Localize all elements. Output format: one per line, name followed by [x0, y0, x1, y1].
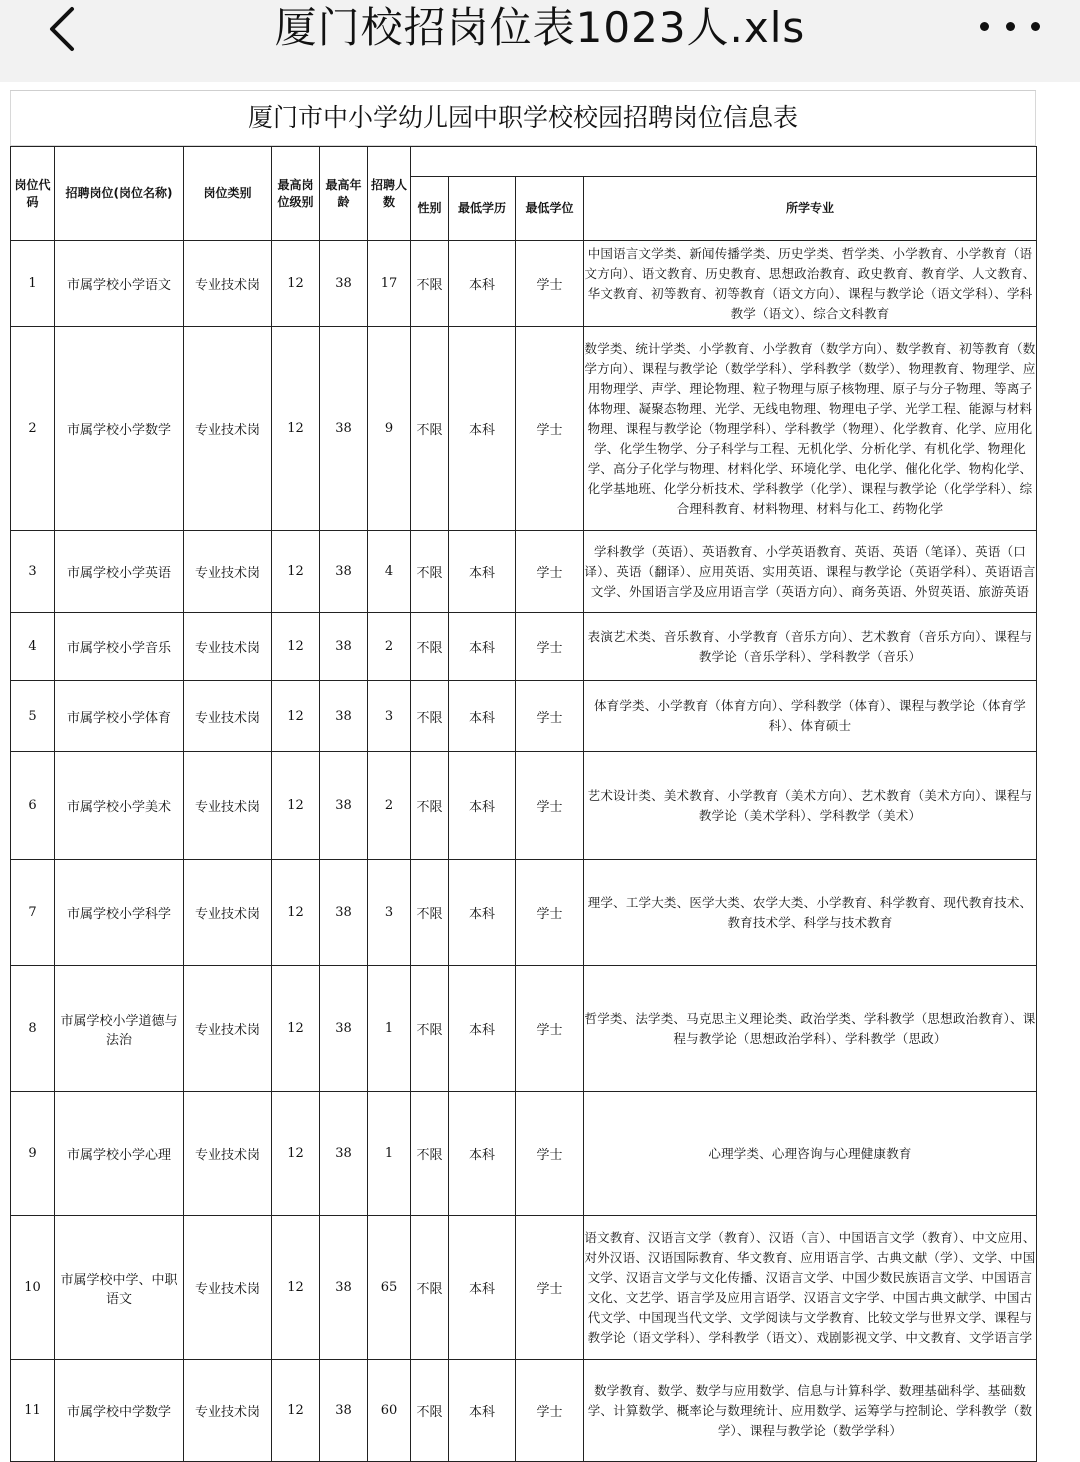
- cell-headcount[interactable]: 2: [368, 613, 411, 681]
- cell-major[interactable]: 数学类、统计学类、小学教育、小学教育（数学方向）、数学教育、初等教育（数学方向）、课程与教学论（数学学科）、学科教学（数学）、物理教育、物理学、应用物理学、声学、理论物理、粒子物理与原子核物理、原子与分子物理、等离子体物理、凝聚态物理、光学、无线电物理、物理电子学、光学工程、能源与材料物理、课程与教学论（物理学科）、学科教学（物理）、化学教育、化学、应用化学、化学生物学、分子科学与工程、无机化学、分析化学、有机化学、物理化学、高分子化学与物理、材料化学、环境化学、电化学、催化化学、物构化学、化学基地班、化学分析技术、学科教学（化学）、课程与教学论（化学学科）、综合理科教育、材料物理、材料与化工、药物化学: [584, 327, 1037, 531]
- table-row: [11, 1216, 1037, 1360]
- cell-gender[interactable]: 不限: [411, 860, 449, 966]
- header-category: 岗位类别: [184, 147, 272, 241]
- top-bar: [0, 0, 1080, 82]
- cell-major[interactable]: 中国语言文学类、新闻传播学类、历史学类、哲学类、小学教育、小学教育（语文方向）、语文教育、历史教育、思想政治教育、政史教育、教育学、人文教育、华文教育、初等教育、初等教育（语文方向）、课程与教学论（语文学科）、学科教学（语文）、综合文科教育: [584, 241, 1037, 327]
- cell-max-level[interactable]: 12: [272, 613, 320, 681]
- cell-position[interactable]: 市属学校小学科学: [55, 860, 184, 966]
- sheet-top-row: [10, 82, 1036, 91]
- cell-education[interactable]: 本科: [449, 860, 516, 966]
- cell-major[interactable]: 学科教学（英语）、英语教育、小学英语教育、英语、英语（笔译）、英语（口译）、英语（翻译）、应用英语、实用英语、课程与教学论（英语学科）、英语语言文学、外国语言学及应用语言学（英语方向）、商务英语、外贸英语、旅游英语: [584, 531, 1037, 613]
- cell-max-level[interactable]: 12: [272, 681, 320, 752]
- cell-major[interactable]: 心理学类、心理咨询与心理健康教育: [584, 1092, 1037, 1216]
- cell-headcount[interactable]: 60: [368, 1360, 411, 1462]
- cell-code[interactable]: 2: [11, 327, 55, 531]
- table-row: [11, 241, 1037, 327]
- cell-category[interactable]: 专业技术岗: [184, 1092, 272, 1216]
- cell-category[interactable]: 专业技术岗: [184, 752, 272, 860]
- cell-major[interactable]: 表演艺术类、音乐教育、小学教育（音乐方向）、艺术教育（音乐方向）、课程与教学论（音乐学科）、学科教学（音乐）: [584, 613, 1037, 681]
- cell-max-age[interactable]: 38: [320, 752, 368, 860]
- spreadsheet[interactable]: [10, 82, 1036, 1462]
- cell-gender[interactable]: 不限: [411, 241, 449, 327]
- cell-gender[interactable]: 不限: [411, 531, 449, 613]
- cell-position[interactable]: 市属学校中学数学: [55, 1360, 184, 1462]
- cell-position[interactable]: 市属学校小学美术: [55, 752, 184, 860]
- cell-education[interactable]: 本科: [449, 241, 516, 327]
- cell-major[interactable]: 数学教育、数学、数学与应用数学、信息与计算科学、数理基础科学、基础数学、计算数学、概率论与数理统计、应用数学、运筹学与控制论、学科教学（数学）、课程与教学论（数学学科）: [584, 1360, 1037, 1462]
- cell-code[interactable]: 6: [11, 752, 55, 860]
- cell-degree[interactable]: 学士: [516, 531, 584, 613]
- cell-code[interactable]: 8: [11, 966, 55, 1092]
- cell-headcount[interactable]: 4: [368, 531, 411, 613]
- cell-headcount[interactable]: 1: [368, 1092, 411, 1216]
- cell-max-level[interactable]: 12: [272, 860, 320, 966]
- cell-gender[interactable]: 不限: [411, 327, 449, 531]
- sheet-title: 厦门市中小学幼儿园中职学校校园招聘岗位信息表: [10, 91, 1036, 146]
- more-icon: [980, 22, 989, 31]
- cell-category[interactable]: 专业技术岗: [184, 327, 272, 531]
- header-headcount: 招聘人数: [368, 147, 411, 241]
- cell-max-age[interactable]: 38: [320, 966, 368, 1092]
- cell-category[interactable]: 专业技术岗: [184, 1216, 272, 1360]
- cell-degree[interactable]: 学士: [516, 1360, 584, 1462]
- cell-education[interactable]: 本科: [449, 752, 516, 860]
- cell-position[interactable]: 市属学校小学语文: [55, 241, 184, 327]
- cell-max-level[interactable]: 12: [272, 1216, 320, 1360]
- cell-degree[interactable]: 学士: [516, 1092, 584, 1216]
- cell-position[interactable]: 市属学校小学道德与法治: [55, 966, 184, 1092]
- cell-category[interactable]: 专业技术岗: [184, 966, 272, 1092]
- cell-degree[interactable]: 学士: [516, 1216, 584, 1360]
- header-major: 所学专业: [584, 177, 1037, 241]
- cell-degree[interactable]: 学士: [516, 752, 584, 860]
- cell-degree[interactable]: 学士: [516, 681, 584, 752]
- cell-headcount[interactable]: 3: [368, 860, 411, 966]
- cell-gender[interactable]: 不限: [411, 1216, 449, 1360]
- cell-category[interactable]: 专业技术岗: [184, 241, 272, 327]
- cell-degree[interactable]: 学士: [516, 860, 584, 966]
- cell-max-level[interactable]: 12: [272, 531, 320, 613]
- cell-headcount[interactable]: 65: [368, 1216, 411, 1360]
- cell-major[interactable]: 体育学类、小学教育（体育方向）、学科教学（体育）、课程与教学论（体育学科）、体育硕士: [584, 681, 1037, 752]
- header-code: 岗位代码: [11, 147, 55, 241]
- cell-code[interactable]: 5: [11, 681, 55, 752]
- cell-gender[interactable]: 不限: [411, 966, 449, 1092]
- cell-education[interactable]: 本科: [449, 681, 516, 752]
- more-options-button[interactable]: [980, 14, 1040, 38]
- cell-major[interactable]: 艺术设计类、美术教育、小学教育（美术方向）、艺术教育（美术方向）、课程与教学论（美术学科）、学科教学（美术）: [584, 752, 1037, 860]
- cell-education[interactable]: 本科: [449, 327, 516, 531]
- cell-degree[interactable]: 学士: [516, 613, 584, 681]
- cell-gender[interactable]: 不限: [411, 681, 449, 752]
- cell-headcount[interactable]: 17: [368, 241, 411, 327]
- cell-position[interactable]: 市属学校小学数学: [55, 327, 184, 531]
- cell-code[interactable]: 1: [11, 241, 55, 327]
- cell-max-level[interactable]: 12: [272, 752, 320, 860]
- cell-position[interactable]: 市属学校中学、中职语文: [55, 1216, 184, 1360]
- cell-category[interactable]: 专业技术岗: [184, 1360, 272, 1462]
- cell-category[interactable]: 专业技术岗: [184, 681, 272, 752]
- header-gender: 性别: [411, 177, 449, 241]
- cell-degree[interactable]: 学士: [516, 241, 584, 327]
- header-max-age: 最高年龄: [320, 147, 368, 241]
- cell-max-age[interactable]: 38: [320, 860, 368, 966]
- cell-education[interactable]: 本科: [449, 1216, 516, 1360]
- cell-gender[interactable]: 不限: [411, 613, 449, 681]
- cell-degree[interactable]: 学士: [516, 327, 584, 531]
- cell-major[interactable]: 理学、工学大类、医学大类、农学大类、小学教育、科学教育、现代教育技术、教育技术学、科学与技术教育: [584, 860, 1037, 966]
- cell-headcount[interactable]: 1: [368, 966, 411, 1092]
- cell-max-level[interactable]: 12: [272, 1360, 320, 1462]
- cell-max-age[interactable]: 38: [320, 681, 368, 752]
- cell-max-level[interactable]: 12: [272, 1092, 320, 1216]
- cell-position[interactable]: 市属学校小学体育: [55, 681, 184, 752]
- header-requirements-group: [411, 147, 1037, 177]
- positions-table: [10, 146, 1037, 1462]
- back-button[interactable]: [36, 4, 86, 54]
- cell-gender[interactable]: 不限: [411, 752, 449, 860]
- table-row: [11, 860, 1037, 966]
- cell-major[interactable]: 哲学类、法学类、马克思主义理论类、政治学类、学科教学（思想政治教育）、课程与教学论（思想政治学科）、学科教学（思政）: [584, 966, 1037, 1092]
- table-row: [11, 531, 1037, 613]
- cell-category[interactable]: 专业技术岗: [184, 860, 272, 966]
- cell-education[interactable]: 本科: [449, 966, 516, 1092]
- cell-category[interactable]: 专业技术岗: [184, 613, 272, 681]
- table-row: [11, 1092, 1037, 1216]
- cell-gender[interactable]: 不限: [411, 1360, 449, 1462]
- cell-code[interactable]: 11: [11, 1360, 55, 1462]
- cell-code[interactable]: 10: [11, 1216, 55, 1360]
- cell-position[interactable]: 市属学校小学音乐: [55, 613, 184, 681]
- document-title: 厦门校招岗位表1023人.xls: [274, 3, 806, 52]
- cell-code[interactable]: 4: [11, 613, 55, 681]
- cell-education[interactable]: 本科: [449, 1092, 516, 1216]
- cell-max-age[interactable]: 38: [320, 613, 368, 681]
- cell-education[interactable]: 本科: [449, 613, 516, 681]
- cell-headcount[interactable]: 3: [368, 681, 411, 752]
- cell-code[interactable]: 3: [11, 531, 55, 613]
- cell-max-level[interactable]: 12: [272, 966, 320, 1092]
- cell-headcount[interactable]: 2: [368, 752, 411, 860]
- table-row: [11, 681, 1037, 752]
- cell-education[interactable]: 本科: [449, 531, 516, 613]
- cell-position[interactable]: 市属学校小学心理: [55, 1092, 184, 1216]
- cell-position[interactable]: 市属学校小学英语: [55, 531, 184, 613]
- cell-max-age[interactable]: 38: [320, 327, 368, 531]
- cell-max-age[interactable]: 38: [320, 1216, 368, 1360]
- cell-max-level[interactable]: 12: [272, 327, 320, 531]
- table-row: [11, 327, 1037, 531]
- chevron-left-icon: [46, 6, 76, 52]
- cell-gender[interactable]: 不限: [411, 1092, 449, 1216]
- header-max-level: 最高岗位级别: [272, 147, 320, 241]
- cell-code[interactable]: 7: [11, 860, 55, 966]
- table-row: [11, 1360, 1037, 1462]
- table-row: [11, 752, 1037, 860]
- header-education: 最低学历: [449, 177, 516, 241]
- cell-degree[interactable]: 学士: [516, 966, 584, 1092]
- table-row: [11, 613, 1037, 681]
- cell-max-age[interactable]: 38: [320, 1360, 368, 1462]
- cell-max-level[interactable]: 12: [272, 241, 320, 327]
- cell-education[interactable]: 本科: [449, 1360, 516, 1462]
- cell-headcount[interactable]: 9: [368, 327, 411, 531]
- header-position: 招聘岗位(岗位名称): [55, 147, 184, 241]
- table-row: [11, 966, 1037, 1092]
- cell-category[interactable]: 专业技术岗: [184, 531, 272, 613]
- cell-max-age[interactable]: 38: [320, 531, 368, 613]
- cell-major[interactable]: 语文教育、汉语言文学（教育）、汉语（言）、中国语言文学（教育）、中文应用、对外汉语、汉语国际教育、华文教育、应用语言学、古典文献（学）、文学、中国文学、汉语言文学与文化传播、汉语言文学、中国少数民族语言文学、中国语言文化、文艺学、语言学及应用言语学、汉语言文字学、中国古典文献学、中国古代文学、中国现当代文学、文学阅读与文学教育、比较文学与世界文学、课程与教学论（语文学科）、学科教学（语文）、戏剧影视文学、中文教育、文学语言学: [584, 1216, 1037, 1360]
- cell-code[interactable]: 9: [11, 1092, 55, 1216]
- cell-max-age[interactable]: 38: [320, 1092, 368, 1216]
- header-degree: 最低学位: [516, 177, 584, 241]
- cell-max-age[interactable]: 38: [320, 241, 368, 327]
